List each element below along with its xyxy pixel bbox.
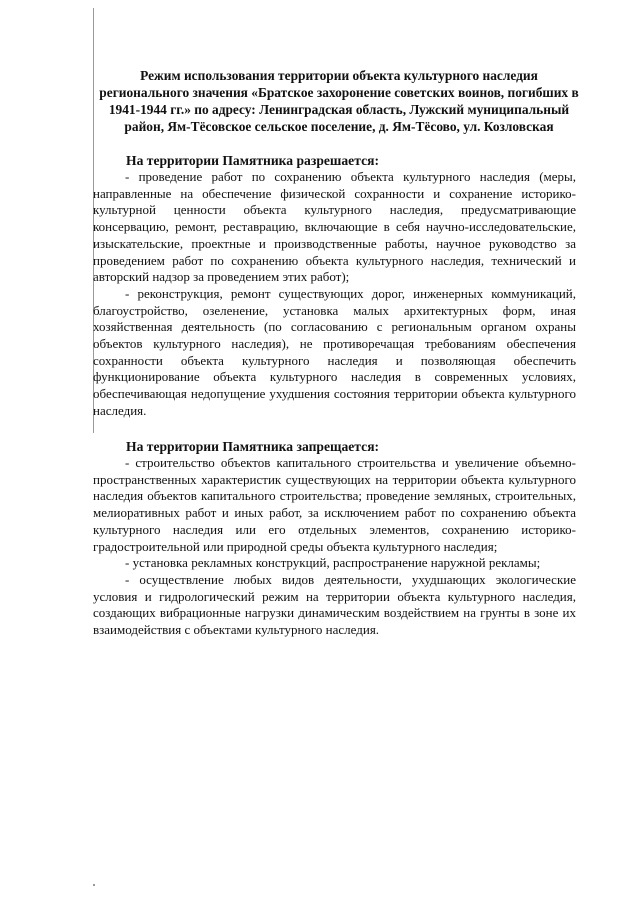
document-title: Режим использования территории объекта культурного наследия регионального значения «Братское захоронение советских воинов, погибших в 1941-1944 гг.» по адресу: Ленинградская область, Лужский муниципальный район, Ям-Тёсовское сельское поселение, д. Ям-Тёсово, ул. Козловская [99, 68, 579, 134]
forbidden-section [93, 455, 576, 639]
forbidden-paragraph-1: - строительство объектов капитального строительства и увеличение объемно-пространственных характеристик существующих на территории объекта культурного наследия объектов капитального строительства; проведение земляных, строительных, мелиоративных работ и иных работ, за исключением работ по сохранению объекта культурного наследия или его отдельных элементов, сохранению историко-градостроительной или природной среды объекта культурного наследия; [93, 455, 576, 554]
forbidden-heading: На территории Памятника запрещается: [126, 439, 380, 454]
scan-speck [93, 884, 95, 886]
allowed-paragraph-1: - проведение работ по сохранению объекта культурного наследия (меры, направленные на обеспечение физической сохранности и сохранение историко-культурной ценности объекта культурного наследия, предусматривающие консервацию, ремонт, реставрацию, включающие в себя научно-исследовательские, изыскательские, проектные и производственные работы, научное руководство за проведением работ по сохранению объекта культурного наследия, технический и авторский надзор за проведением этих работ); [93, 169, 576, 285]
allowed-section [93, 169, 576, 420]
allowed-paragraph-2: - реконструкция, ремонт существующих дорог, инженерных коммуникаций, благоустройство, озеленение, установка малых архитектурных форм, иная хозяйственная деятельность (по согласованию с региональным органом охраны объектов культурного наследия), не противоречащая требованиям обеспечения сохранности объекта культурного наследия и позволяющая обеспечить функционирование объекта культурного наследия в современных условиях, обеспечивающая недопущение ухудшения состояния территории объекта культурного наследия. [93, 285, 576, 418]
forbidden-paragraph-3: - осуществление любых видов деятельности, ухудшающих экологические условия и гидрологический режим на территории объекта культурного наследия, создающих вибрационные нагрузки динамическим воздействием на грунты в зоне их взаимодействия с объектами культурного наследия. [93, 571, 576, 638]
allowed-heading: На территории Памятника разрешается: [126, 153, 379, 168]
forbidden-paragraph-2: - установка рекламных конструкций, распространение наружной рекламы; [125, 555, 541, 571]
